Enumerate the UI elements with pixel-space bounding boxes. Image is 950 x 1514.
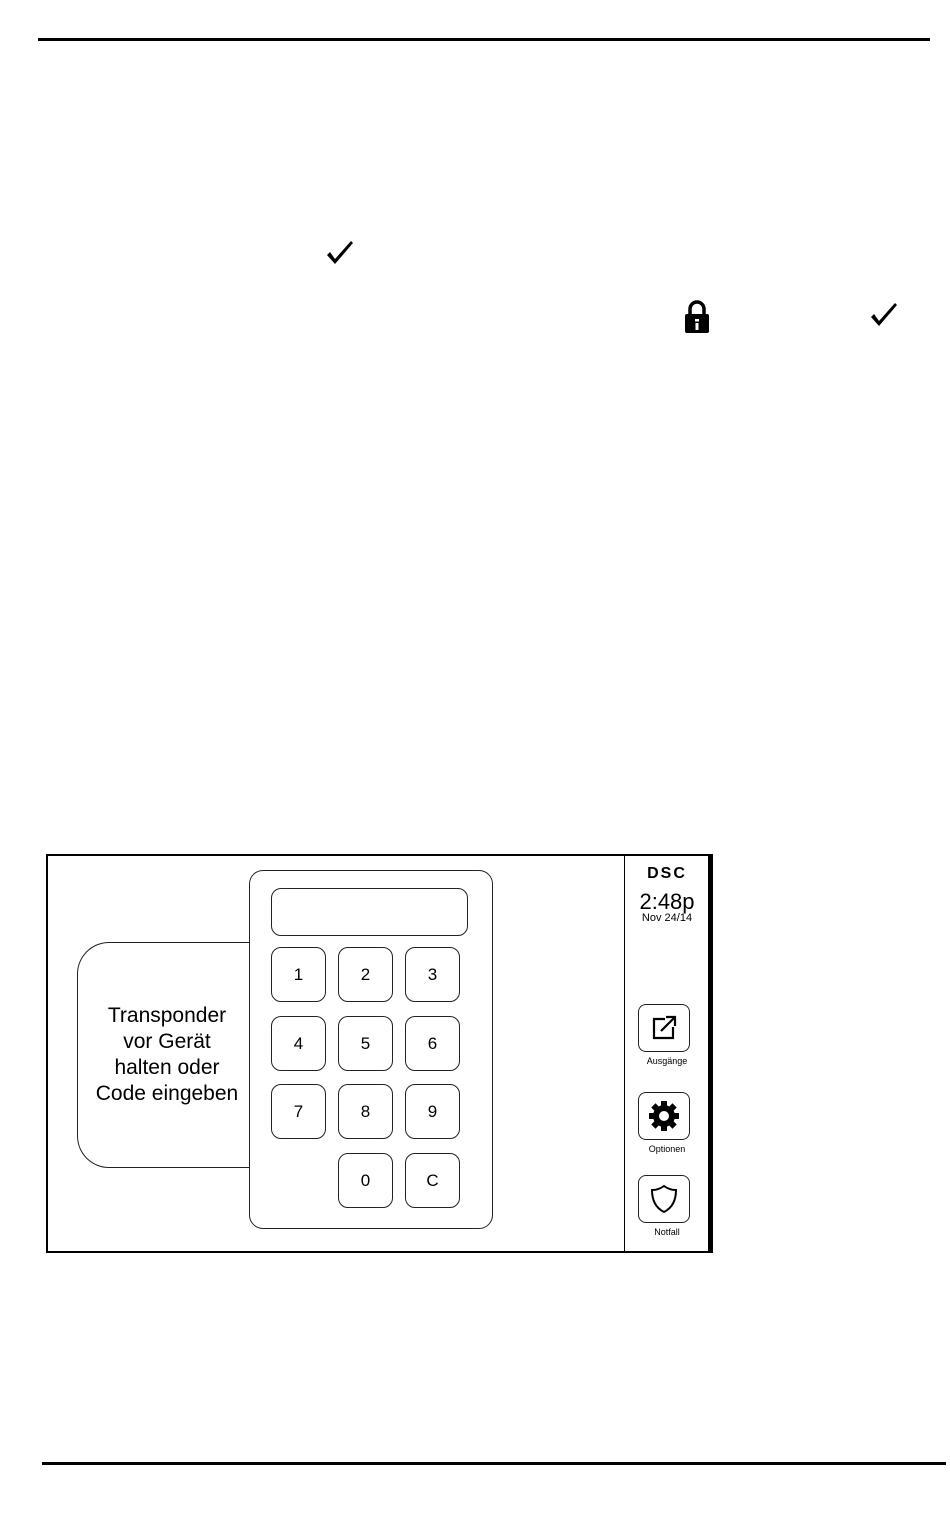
outputs-label: Ausgänge (646, 1056, 688, 1066)
checkmark-icon (324, 238, 356, 270)
lock-icon (682, 300, 712, 334)
key-0[interactable]: 0 (338, 1153, 393, 1208)
prompt-line: vor Gerät (123, 1030, 211, 1053)
gear-icon (646, 1098, 682, 1134)
key-6[interactable]: 6 (405, 1016, 460, 1071)
brand-logo: DSC (647, 865, 687, 882)
key-4[interactable]: 4 (271, 1016, 326, 1071)
bottom-rule (42, 1462, 946, 1465)
external-link-icon (647, 1011, 681, 1045)
prompt-line: halten oder (114, 1056, 220, 1079)
checkmark-icon (868, 300, 900, 332)
emergency-button[interactable] (638, 1175, 690, 1223)
key-1[interactable]: 1 (271, 947, 326, 1002)
prompt-line: Transponder (107, 1004, 227, 1027)
key-clear[interactable]: C (405, 1153, 460, 1208)
clock-date: Nov 24/14 (641, 912, 693, 924)
keypad-screen-figure (46, 854, 713, 1253)
prompt-text (82, 1003, 252, 1107)
emergency-label: Notfall (654, 1227, 680, 1237)
options-button[interactable] (638, 1092, 690, 1140)
outputs-button[interactable] (638, 1004, 690, 1052)
key-2[interactable]: 2 (338, 947, 393, 1002)
key-5[interactable]: 5 (338, 1016, 393, 1071)
sidebar (624, 856, 711, 1251)
prompt-callout (77, 942, 252, 1168)
keypad (249, 870, 493, 1229)
prompt-line: Code eingeben (95, 1082, 239, 1105)
key-9[interactable]: 9 (405, 1084, 460, 1139)
clock-time: 2:48p (639, 889, 695, 914)
shield-icon (649, 1183, 679, 1215)
top-rule (38, 38, 930, 41)
key-7[interactable]: 7 (271, 1084, 326, 1139)
key-3[interactable]: 3 (405, 947, 460, 1002)
options-label: Optionen (648, 1144, 686, 1154)
code-display-field[interactable] (271, 888, 468, 936)
key-8[interactable]: 8 (338, 1084, 393, 1139)
